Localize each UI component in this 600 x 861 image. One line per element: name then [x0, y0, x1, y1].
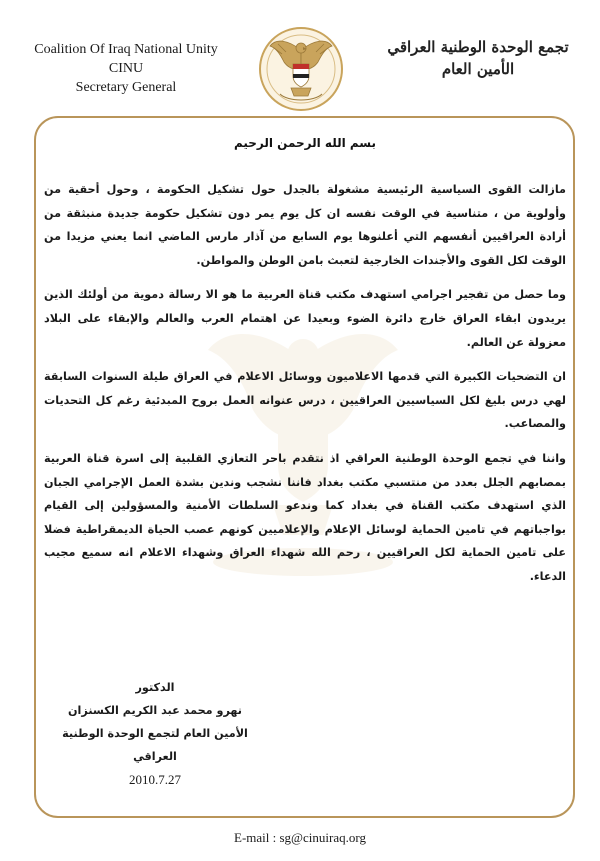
footer-email: E-mail : sg@cinuiraq.org	[234, 830, 366, 845]
eagle-emblem-icon	[258, 24, 344, 114]
letterhead-english	[28, 40, 224, 97]
org-name-arabic: تجمع الوحدة الوطنية العراقي	[387, 38, 569, 56]
office-title-english: Secretary General	[75, 80, 177, 95]
office-title-arabic: الأمين العام	[441, 60, 515, 78]
signatory-position: الأمين العام لتجمع الوحدة الوطنية العراقي	[62, 727, 248, 763]
letter-date: 2010.7.27	[129, 772, 181, 787]
letter-body	[44, 160, 566, 600]
body-paragraph: وما حصل من تفجير اجرامي استهدف مكتب قناة العربية ما هو الا رسالة دموية من أولئك الذين يريدون ابقاء العراق خارج دائرة الضوء وبعيدا عن اهتمام العرب والعالم والإبقاء على البلاد معزولة عن العالم.	[44, 288, 566, 349]
letterhead-arabic	[378, 36, 578, 80]
basmala-heading: بسم الله الرحمن الرحيم	[233, 136, 377, 150]
body-paragraph: ان التضحيات الكبيرة التي قدمها الاعلاميون ووسائل الاعلام في العراق طيلة السنوات السابقة لهي درس بليغ لكل السياسيين العراقيين ، درس عنوانه العمل بروح المبدئية رغم كل التحديات والمصاعب.	[44, 370, 566, 431]
signatory-title: الدكتور	[135, 681, 175, 694]
org-abbreviation: CINU	[108, 61, 144, 76]
signatory-name: نهرو محمد عبد الكريم الكسنزان	[67, 704, 242, 717]
signature-block	[60, 676, 250, 791]
org-name-english: Coalition Of Iraq National Unity	[34, 42, 218, 57]
body-paragraph: مازالت القوى السياسية الرئيسية مشغولة بالجدل حول تشكيل الحكومة ، وحول أحقية من وأولوية من ، متناسية في الوقت نفسه ان كل يوم يمر دون تشكيل حكومة جديدة منبثقة من أرادة العراقيين أنفسهم التي أعلنوها يوم السابع من آذار مارس الماضي انما يعني مزيدا من الوقت لكل القوى والأجندات الخارجية لتعبث بامن الوطن والمواطن.	[44, 183, 566, 267]
body-paragraph: واننا في تجمع الوحدة الوطنية العراقي اذ نتقدم باحر التعازي القلبية إلى اسرة قناة العربية بمصابهم الجلل بعدد من منتسبي مكتب بغداد فاننا نشجب وندين بشدة العمل الإجرامي الجبان الذي استهدف مكتب القناة في بغداد كما وندعو السلطات الأمنية والمسؤولين إلى القيام بواجباتهم في تامين الحماية لوسائل الإعلام والإعلاميين كونهم عصب الحياة الديمقراطية فضلا على تامين الحماية لكل العراقيين ، رحم الله شهداء العراق وشهداء الاعلام انه سميع مجيب الدعاء.	[44, 451, 566, 583]
